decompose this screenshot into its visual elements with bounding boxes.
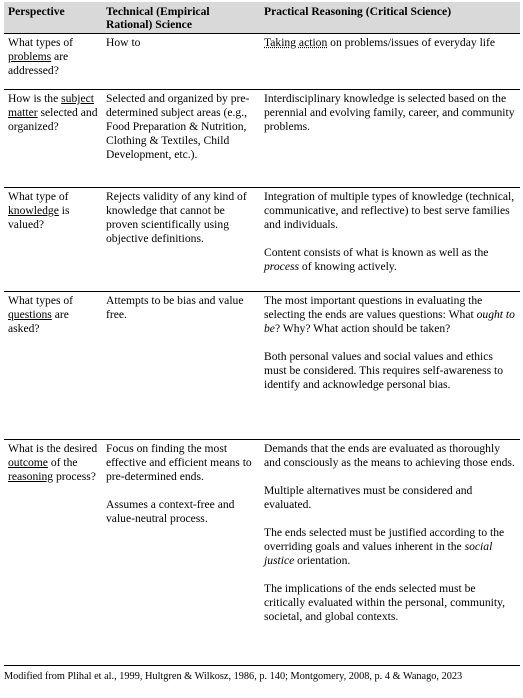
table-row [4,440,520,666]
perspective-cell: What types of problems are addressed? [4,34,102,90]
table-row [4,34,520,90]
table-row [4,188,520,292]
header-technical: Technical (Empirical Rational) Science [102,2,260,34]
technical-cell: Rejects validity of any kind of knowledge that cannot be proven scientifically using objective definitions. [102,188,260,292]
perspective-cell: What is the desired outcome of the reasoning process? [4,440,102,666]
table-row [4,292,520,440]
practical-cell: Taking action on problems/issues of everyday life [260,34,520,90]
practical-cell: Integration of multiple types of knowledge (technical, communicative, and reflective) to best serve families and individuals. Content consists of what is known as well as the process of knowing actively. [260,188,520,292]
technical-cell: Focus on finding the most effective and efficient means to pre-determined ends. Assumes a context-free and value-neutral process. [102,440,260,666]
perspective-cell: What type of knowledge is valued? [4,188,102,292]
comparison-table [4,2,520,666]
technical-cell: How to [102,34,260,90]
source-footnote: Modified from Plihal et al., 1999, Hultgren & Wilkosz, 1986, p. 140; Montgomery, 2008, p. 4 & Wanago, 2023 [4,671,463,682]
table-row [4,90,520,188]
header-row [4,2,520,34]
practical-cell: Interdisciplinary knowledge is selected based on the perennial and evolving family, career, and community problems. [260,90,520,188]
practical-cell: The most important questions in evaluating the selecting the ends are values questions: What ought to be? Why? What action should be taken? Both personal values and social values and ethics must be considered. This requires self-awareness to identify and acknowledge personal bias. [260,292,520,440]
header-practical: Practical Reasoning (Critical Science) [260,2,520,34]
header-perspective: Perspective [4,2,102,34]
perspective-cell: How is the subject matter selected and organized? [4,90,102,188]
technical-cell: Selected and organized by pre-determined subject areas (e.g., Food Preparation & Nutrition, Clothing & Textiles, Child Development, etc.). [102,90,260,188]
perspective-cell: What types of questions are asked? [4,292,102,440]
practical-cell: Demands that the ends are evaluated as thoroughly and consciously as the means to achieving those ends. Multiple alternatives must be considered and evaluated. The ends selected must be justified according to the overriding goals and values inherent in the social justice orientation. The implications of the ends selected must be critically evaluated within the personal, community, societal, and global contexts. [260,440,520,666]
technical-cell: Attempts to be bias and value free. [102,292,260,440]
